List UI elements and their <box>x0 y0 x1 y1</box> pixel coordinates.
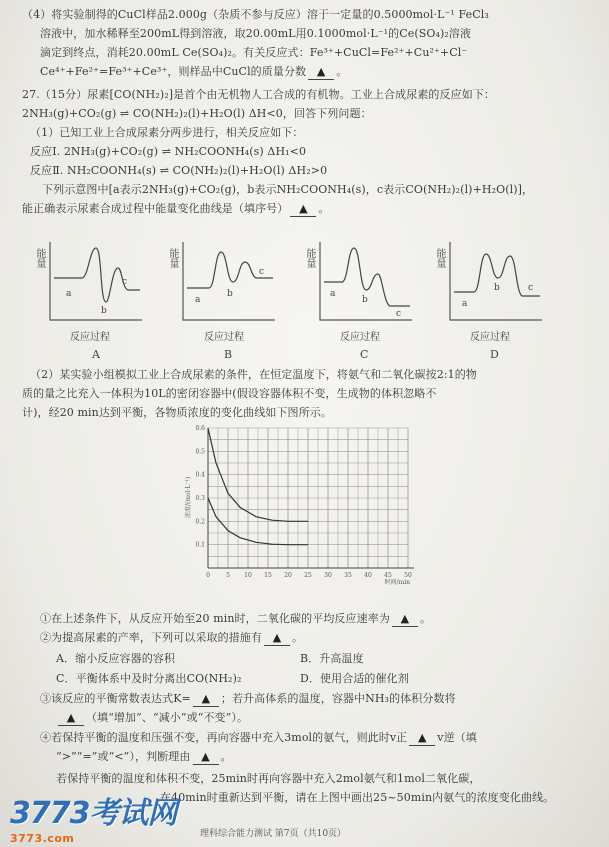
curve-label-b: b <box>362 295 368 305</box>
y-tick-label: 0.5 <box>195 448 205 456</box>
answer-blank[interactable]: ▲ <box>290 202 316 217</box>
energy-curve-d-svg <box>444 238 544 326</box>
question-27-heading: 27.（15分）尿素[CO(NH₂)₂]是首个由无机物人工合成的有机物。工业上合成尿素的反应如下： <box>22 88 496 101</box>
energy-diagram-d <box>444 238 544 326</box>
curve-label-c: c <box>528 283 534 293</box>
energy-curve-a-svg <box>44 238 144 326</box>
y-tick-label: 0.1 <box>195 541 205 549</box>
text-segment: 能正确表示尿素合成过程中能量变化曲线是（填序号） <box>22 202 289 215</box>
text-segment: Ce⁴⁺+Fe²⁺=Fe³⁺+Ce³⁺，则样品中CuCl的质量分数 <box>40 65 307 78</box>
y-tick-label: 0.3 <box>195 495 205 502</box>
reaction-2: 反应Ⅱ. NH₂COONH₄(s) ⇌ CO(NH₂)₂(l)+H₂O(l) ΔH₂>0 <box>30 164 328 177</box>
text-line: ②为提高尿素的产率，下列可以采取的措施有 ▲ 。 <box>40 631 304 644</box>
energy-diagram-a <box>44 238 144 326</box>
text-segment: ④若保持平衡的温度和压强不变，再向容器中充入3mol的氨气，则此时v正 <box>40 731 408 744</box>
energy-diagram-c <box>314 238 414 326</box>
text-line: 计)，经20 min达到平衡，各物质浓度的变化曲线如下图所示。 <box>22 406 332 419</box>
text-segment: ③该反应的平衡常数表达式K= <box>40 692 191 705</box>
curve-label-a: a <box>462 299 468 309</box>
graph-ylabel: 能量 <box>434 248 445 268</box>
graph-ylabel: 能量 <box>34 248 45 268</box>
text-line: 质的量之比充入一体积为10L的密闭容器中(假设容器体积不变，生成物的体积忽略不 <box>22 387 437 400</box>
text-line: 溶液中，加水稀释至200mL得到溶液，取20.00mL用0.1000mol·L⁻¹的Ce(SO₄)₂溶液 <box>40 27 472 40</box>
answer-blank[interactable]: ▲ <box>193 750 219 765</box>
graph-letter: B <box>224 348 233 361</box>
graph-xlabel: 反应过程 <box>340 332 380 343</box>
x-tick-label: 30 <box>324 572 332 579</box>
curve-label-a: a <box>195 295 201 305</box>
curve-label-b: b <box>101 306 107 316</box>
watermark-url: 3773.com <box>10 832 75 845</box>
option-d: D．使用合适的催化剂 <box>300 672 409 685</box>
x-tick-label: 20 <box>284 572 292 579</box>
text-line <box>56 711 248 726</box>
x-tick-label: 15 <box>264 572 272 579</box>
graph-letter: D <box>490 348 499 361</box>
text-line: “>”“=”或“<”），判断理由 ▲ 。 <box>56 750 232 763</box>
concentration-chart <box>178 420 418 592</box>
text-segment: ①在上述条件下，从反应开始至20 min时，二氧化碳的平均反应速率为 <box>40 612 390 625</box>
text-line <box>40 731 477 746</box>
x-tick-label: 0 <box>206 572 210 579</box>
watermark-brand: 3773考试网 <box>10 796 177 831</box>
text-segment: ②为提高尿素的产率，下列可以采取的措施有 <box>40 631 262 644</box>
curve-label-c: c <box>259 267 265 277</box>
text-line: 滴定到终点，消耗20.00mL Ce(SO₄)₂。有关反应式：Fe³⁺+CuCl=Fe²⁺+Cu²⁺+Cl⁻ <box>40 46 468 59</box>
text-segment: ；若升高体系的温度，容器中NH₃的体积分数将 <box>220 692 456 705</box>
x-tick-label: 25 <box>304 572 312 579</box>
y-tick-label: 0.6 <box>195 425 205 432</box>
graph-xlabel: 反应过程 <box>70 332 110 343</box>
answer-blank[interactable]: ▲ <box>58 711 84 726</box>
graph-ylabel: 能量 <box>167 248 178 268</box>
page-footer: 理科综合能力测试 第7页（共10页） <box>200 829 347 839</box>
answer-blank[interactable]: ▲ <box>392 612 418 627</box>
answer-blank[interactable]: ▲ <box>193 692 219 707</box>
text-line: （4）将实验制得的CuCl样品2.000g（杂质不参与反应）溶于一定量的0.5000mol·L⁻¹ FeCl₃ <box>22 8 489 21</box>
text-line: Ce⁴⁺+Fe²⁺=Fe³⁺+Ce³⁺，则样品中CuCl的质量分数 ▲ 。 <box>40 65 348 78</box>
energy-diagram-b <box>177 238 277 326</box>
reaction-1: 反应Ⅰ. 2NH₃(g)+CO₂(g) ⇌ NH₂COONH₄(s) ΔH₁<0 <box>30 145 307 158</box>
answer-blank[interactable]: ▲ <box>409 731 435 746</box>
x-tick-label: 50 <box>404 572 412 579</box>
graph-ylabel: 能量 <box>304 248 315 268</box>
curve-label-a: a <box>330 289 336 299</box>
text-line: ①在上述条件下，从反应开始至20 min时，二氧化碳的平均反应速率为 ▲ 。 <box>40 612 432 625</box>
curve-label-b: b <box>494 283 500 293</box>
energy-curve-c-svg <box>314 238 414 326</box>
answer-blank[interactable]: ▲ <box>308 65 334 80</box>
answer-blank[interactable]: ▲ <box>264 631 290 646</box>
option-b: B．升高温度 <box>300 652 364 665</box>
text-line: （1）已知工业上合成尿素分两步进行，相关反应如下： <box>30 126 304 139</box>
text-line: 2NH₃(g)+CO₂(g) ⇌ CO(NH₂)₂(l)+H₂O(l) ΔH<0，回答下列问题： <box>22 107 372 120</box>
curve-label-b: b <box>227 289 233 299</box>
graph-letter: C <box>360 348 369 361</box>
x-tick-label: 35 <box>344 572 352 579</box>
text-line <box>40 692 456 707</box>
curve-label-c: c <box>122 277 128 287</box>
text-line: 若保持平衡的温度和体积不变，25min时再向容器中充入2mol氨气和1mol二氧化碳， <box>56 772 481 785</box>
graph-xlabel: 反应过程 <box>204 332 244 343</box>
text-line: （2）某实验小组模拟工业上合成尿素的条件，在恒定温度下，将氨气和二氧化碳按2:1的物 <box>30 368 477 381</box>
graph-xlabel: 反应过程 <box>470 332 510 343</box>
curve-label-a: a <box>66 289 72 299</box>
text-line: 在40min时重新达到平衡，请在上图中画出25~50min内氨气的浓度变化曲线。 <box>160 791 555 804</box>
text-segment: （填“增加”、“减小”或“不变”）。 <box>86 711 249 724</box>
y-tick-label: 0.4 <box>195 471 205 479</box>
option-c: C．平衡体系中及时分离出CO(NH₂)₂ <box>56 672 242 685</box>
text-line: 下列示意图中[a表示2NH₃(g)+CO₂(g)，b表示NH₂COONH₄(s)，c表示CO(NH₂)₂(l)+H₂O(l)]， <box>42 183 534 196</box>
x-tick-label: 5 <box>226 572 230 579</box>
option-a: A．缩小反应容器的容积 <box>56 652 176 665</box>
x-tick-label: 45 <box>384 572 392 579</box>
site-watermark <box>10 788 177 845</box>
curve-label-c: c <box>396 309 402 319</box>
text-line: 能正确表示尿素合成过程中能量变化曲线是（填序号） ▲ 。 <box>22 202 330 215</box>
x-tick-label: 10 <box>244 572 252 579</box>
x-tick-label: 40 <box>364 572 372 579</box>
energy-curve-b-svg <box>177 238 277 326</box>
x-axis-label: 时间/min <box>384 579 410 586</box>
y-axis-label: 浓度/(mol·L⁻¹) <box>185 476 192 518</box>
text-segment: “>”“=”或“<”），判断理由 <box>56 750 191 763</box>
concentration-chart-svg <box>178 420 418 592</box>
graph-letter: A <box>92 348 100 361</box>
y-tick-label: 0.2 <box>195 518 205 526</box>
text-segment: v逆（填 <box>437 731 477 744</box>
